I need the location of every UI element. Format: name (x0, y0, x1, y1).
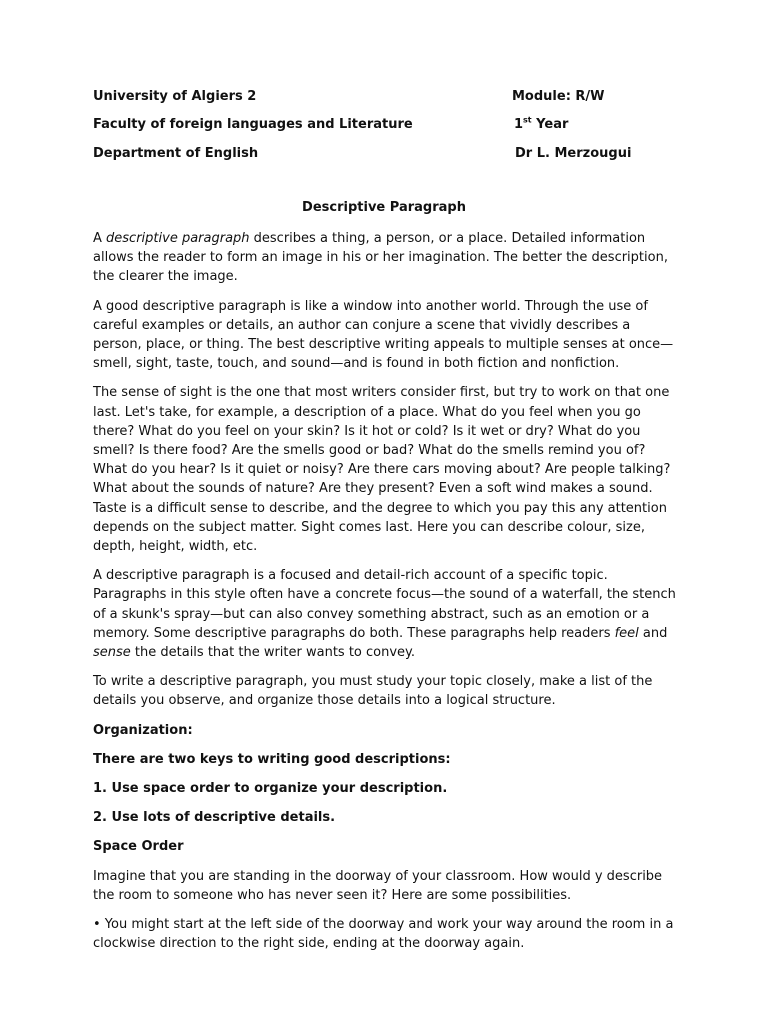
p4-text-c: the details that the writer wants to convey. (130, 645, 416, 661)
paragraph-2: A good descriptive paragraph is like a window into another world. Through the use of careful examples or details, an author can conjure a scene that vividly describes a person, place, or thing. The best descriptive writing appeals to multiple senses at once—smell, sight, taste, touch, and sound—and is found in both fiction and nonfiction. (93, 298, 674, 372)
year-word: Year (531, 117, 569, 132)
p4-emphasis-sense: sense (93, 645, 131, 661)
p1-text-b: describes a thing, a person, or a place. Detailed information allows the reader to form an image in his or her imagination. The better the description, the clearer the image. (93, 231, 668, 285)
bullet-item-1: • You might start at the left side of the doorway and work your way around the room in a clockwise direction to the right side, ending at the doorway again. (93, 917, 674, 952)
year-label (514, 117, 568, 133)
organization-heading: Organization: (93, 722, 193, 738)
department-name: Department of English (93, 146, 259, 161)
paragraph-1 (93, 229, 683, 287)
key-item-2: 2. Use lots of descriptive details. (93, 810, 336, 826)
paragraph-6: Imagine that you are standing in the doorway of your classroom. How would y describe the room to someone who has never seen it? Here are some possibilities. (93, 868, 663, 903)
space-order-heading: Space Order (93, 839, 184, 855)
year-ordinal: st (523, 115, 532, 125)
p1-emphasis: descriptive paragraph (106, 231, 250, 246)
faculty-name: Faculty of foreign languages and Literature (93, 117, 413, 132)
key-item-1: 1. Use space order to organize your description. (93, 781, 448, 797)
p1-text-a: A (93, 231, 107, 246)
paragraph-5: To write a descriptive paragraph, you must study your topic closely, make a list of the details you observe, and organize those details into a logical structure. (93, 674, 653, 709)
module-label: Module: R/W (512, 89, 605, 104)
paragraph-3: The sense of sight is the one that most writers consider first, but try to work on that one last. Let's take, for example, a description of a place. What do you feel when you go there? What do you feel on your skin? Is it hot or cold? Is it wet or dry? What do you smell? Is there food? Are the smells good or bad? What do the smells remind you of? What do you hear? Is it quiet or noisy? Are there cars moving about? Are people talking? What about the sounds of nature? Are they present? Even a soft wind makes a sound. Taste is a difficult sense to describe, and the degree to which you pay this any attention depends on the subject matter. Sight comes last. Here you can describe colour, size, depth, height, width, etc. (93, 385, 671, 555)
p4-text-a: A descriptive paragraph is a focused and detail-rich account of a specific topic. Paragraphs in this style often have a concrete focus—the sound of a waterfall, the stench of a skunk's spray—but can also convey something abstract, such as an emotion or a memory. Some descriptive paragraphs do both. These paragraphs help readers (93, 568, 676, 641)
university-name: University of Algiers 2 (93, 89, 257, 104)
year-number: 1 (514, 117, 524, 132)
paragraph-4 (93, 566, 683, 662)
teacher-name: Dr L. Merzougui (515, 146, 632, 161)
p4-emphasis-feel: feel (614, 625, 639, 641)
document-body (93, 229, 683, 964)
document-title: Descriptive Paragraph (302, 200, 466, 215)
p4-text-b: and (638, 625, 668, 641)
keys-heading: There are two keys to writing good descriptions: (93, 751, 451, 767)
